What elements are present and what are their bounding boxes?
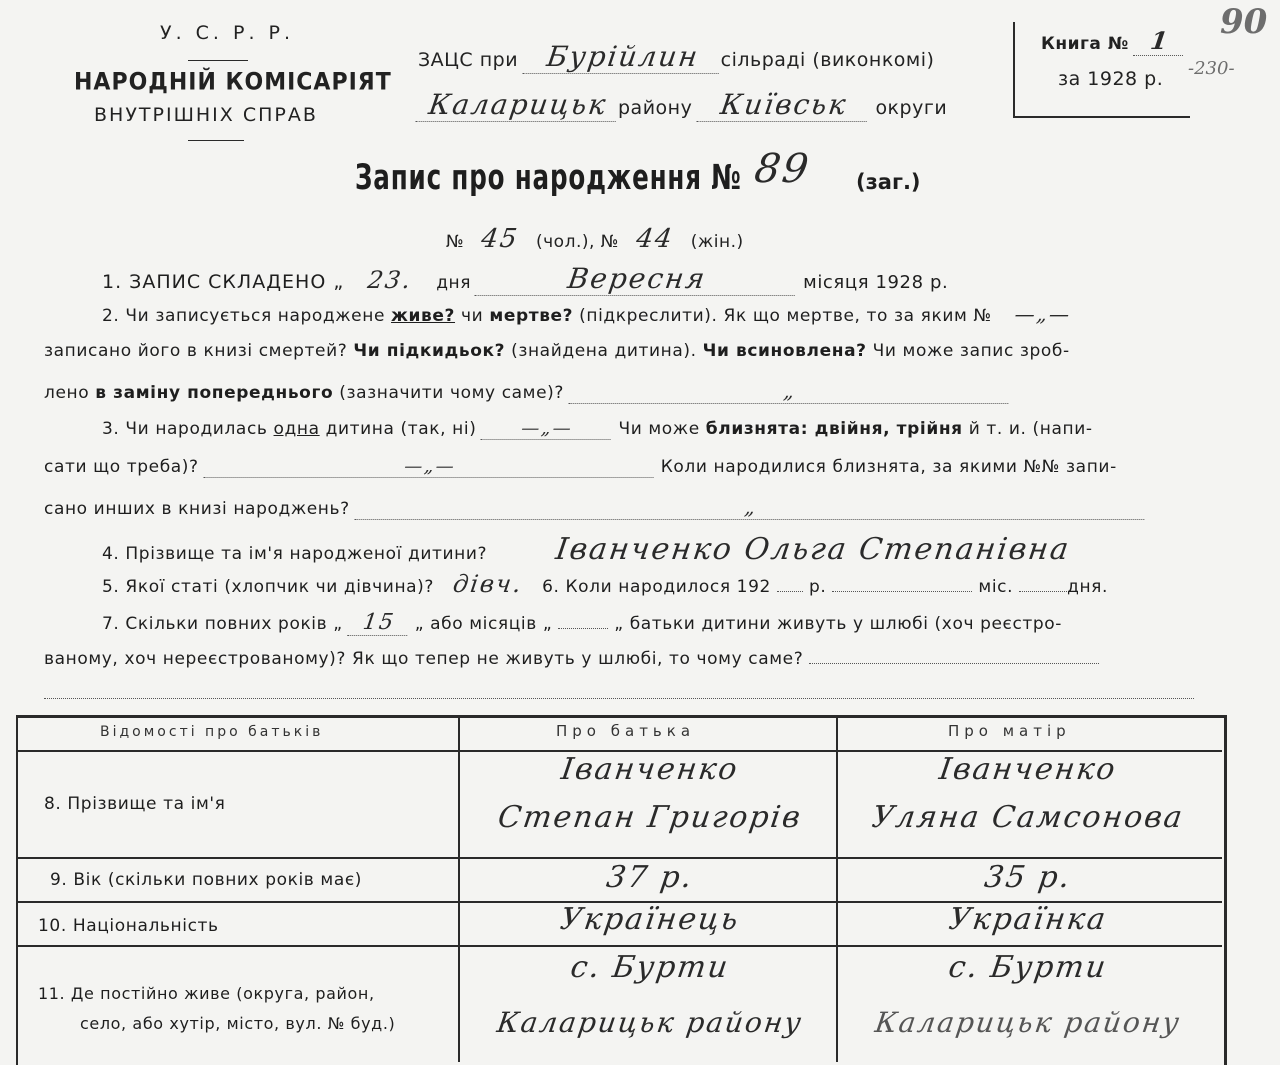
q1-line [102,262,948,296]
mother-residence-village: с. Бурти [946,950,1110,985]
margin-note: -230- [1188,58,1235,79]
male-label: (чол.), № [536,232,619,252]
okruha-label: округи [875,97,948,119]
q2-alive: живе? [391,306,456,326]
gender-numbers-line [446,224,744,254]
row-label-nationality: 10. Національність [38,916,219,936]
table-header-mother: Про матір [948,722,1071,740]
q6-month: міс. [978,577,1014,597]
table-row-divider [16,857,1222,859]
q3-one: одна [273,419,320,439]
zags-village-handwritten: Бурійлин [522,40,723,74]
father-age: 37 р. [604,860,696,895]
margin-number: 90 [1220,2,1268,42]
district-handwritten: Каларицьк [416,88,621,122]
table-row-divider [16,945,1222,947]
q3-answer2: —„— [203,456,656,478]
q7-years: 15 [347,610,411,636]
q7-blank-line [44,698,1194,699]
mother-residence-district: Каларицьк району [872,1006,1184,1039]
ussr-label: У. С. Р. Р. [160,22,295,44]
zags-suffix: сільраді (виконкомі) [720,49,935,71]
mother-surname: Іванченко [936,752,1120,787]
row-label-name: 8. Прізвище та ім'я [44,794,226,814]
q3-line2 [44,456,1117,478]
q5-line [102,570,1108,598]
mother-age: 35 р. [982,860,1074,895]
q3-text: дитина (так, ні) [325,419,477,439]
q7-line2 [44,649,1099,669]
male-number: 45 [479,224,521,254]
q3-text: 3. Чи народилась [102,419,268,439]
row-label-residence-2: село, або хутір, місто, вул. № буд.) [80,1014,396,1033]
father-given-name: Степан Григорів [495,800,805,835]
zags-line [418,40,934,74]
book-year: за 1928 р. [1058,68,1164,90]
row-label-age: 9. Вік (скільки повних років має) [50,870,363,890]
q2-answer2: „ [568,379,1012,404]
row-label-residence: 11. Де постійно живе (округа, район, [38,984,375,1003]
q3-twins: близнята: двійня, трійня [705,419,963,439]
table-col-divider [836,715,838,1062]
q2-line2 [44,341,1070,361]
q3-line3 [44,495,1146,520]
q4-line [102,532,1133,567]
q2-text: Чи може запис зроб- [872,341,1070,361]
q7-text: ваному, хоч нереєстрованому)? Як що тепер не живуть у шлюбі, то чому саме? [44,649,804,669]
q5-label: 5. Якої статі (хлопчик чи дівчина)? [102,577,435,597]
q7-text: 7. Скільки повних років „ [102,614,343,634]
q2-foundling: Чи підкидьок? [353,341,506,361]
q2-dead: мертве? [489,306,574,326]
q5-answer: дівч. [451,570,525,598]
record-number: 89 [751,146,814,192]
q3-line1 [102,418,1093,440]
record-title: Запис про народження № [355,158,742,199]
header-divider [188,60,248,61]
zags-prefix: ЗАЦС при [418,49,519,71]
father-residence-village: с. Бурти [568,950,732,985]
father-surname: Іванченко [558,752,742,787]
header-divider [188,140,244,141]
record-suffix: (заг.) [856,170,921,194]
q2-line3 [44,379,1010,404]
q6-day: дня. [1067,577,1109,597]
q2-adopted: Чи всиновлена? [702,341,867,361]
q3-text: Чи може [618,419,700,439]
q7-text: „ або місяців „ [414,614,553,634]
q7-line1 [102,610,1062,636]
q2-text: (знайдена дитина). [511,341,697,361]
q3-text: Коли народилися близнята, за якими №№ запи- [660,457,1117,477]
q2-line1 [102,302,1088,326]
number-label: № [446,232,465,252]
q1-day: 23. [366,266,415,294]
table-header-info: Відомості про батьків [100,724,324,740]
mother-given-name: Уляна Самсонова [869,800,1187,835]
q2-text: записано його в книзі смертей? [44,341,348,361]
q6-year-suffix: р. [808,577,827,597]
father-nationality: Українець [558,902,742,937]
q6-label: 6. Коли народилося 192 [542,577,771,597]
commissariat-title: НАРОДНІЙ КОМІСАРІЯТ [74,68,392,97]
q4-answer: Іванченко Ольга Степанівна [553,532,1073,567]
female-number: 44 [634,224,676,254]
q2-replacement: в заміну попереднього [95,383,334,403]
q3-text: сати що треба)? [44,457,199,477]
father-residence-district: Каларицьк району [494,1006,806,1039]
q3-text: й т. и. (напи- [968,419,1093,439]
book-number-line [1041,26,1185,56]
q3-answer3: „ [354,495,1148,520]
q2-answer1: —„— [1012,302,1073,326]
internal-affairs-title: ВНУТРІШНІХ СПРАВ [94,104,318,126]
district-label: району [618,97,693,119]
mother-nationality: Українка [946,902,1110,937]
q1-day-label: дня [436,273,472,293]
q2-text: (зазначити чому саме)? [339,383,564,403]
book-label: Книга № [1041,34,1129,54]
q4-label: 4. Прізвище та ім'я народженої дитини? [102,544,488,564]
q7-text: „ батьки дитини живуть у шлюбі (хоч реєстро- [614,614,1063,634]
book-number: 1 [1133,26,1187,56]
q3-answer1: —„— [481,418,614,440]
q1-month-label: місяця 1928 р. [803,272,949,293]
q1-month: Вересня [475,262,800,296]
female-label: (жін.) [690,232,744,252]
q3-text: сано инших в книзі народжень? [44,499,350,519]
okruha-handwritten: Київськ [697,88,872,122]
district-line [418,88,947,122]
q2-text: 2. Чи записується народжене [102,306,386,326]
table-col-divider [458,715,460,1062]
q1-label: 1. ЗАПИС СКЛАДЕНО „ [102,271,345,293]
table-header-father: Про батька [556,722,696,740]
q2-text: (підкреслити). Як що мертве, то за яким № [579,306,992,326]
q2-text: лено [44,383,90,403]
q2-or: чи [461,306,484,326]
